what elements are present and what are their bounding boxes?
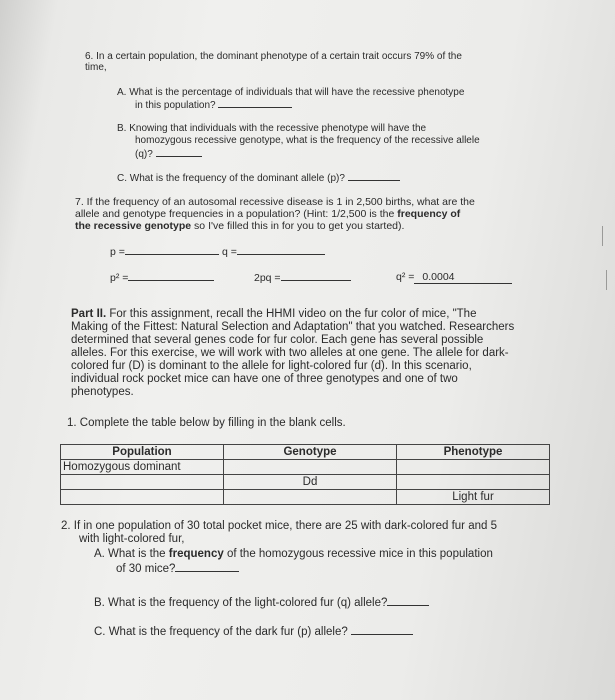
q7-bold-recessive-genotype: the recessive genotype [75, 220, 192, 232]
q2a-line-1 [94, 548, 493, 561]
q2b-text: B. What is the frequency of the light-colored fur (q) allele? [94, 597, 388, 609]
table-header-row [61, 445, 550, 460]
q7-q2-row [396, 271, 512, 284]
q7-line-3-text: so I've filled this in for you to get you started). [191, 220, 405, 232]
p2-label: p² = [110, 272, 129, 284]
q6-line-1: 6. In a certain population, the dominant phenotype of a certain trait occurs 79% of the [85, 51, 462, 62]
q6b-line-3 [135, 147, 202, 161]
q7-line-2-text: allele and genotype frequencies in a population? (Hint: 1/2,500 is the [75, 208, 398, 220]
q2a-answer-blank[interactable] [175, 562, 239, 572]
q2-answer-filled[interactable] [414, 271, 512, 284]
genotype-table [60, 444, 550, 505]
q2-line-1: 2. If in one population of 30 total pocket mice, there are 25 with dark-colored fur and 5 [61, 520, 497, 532]
part2-line-1 [71, 308, 476, 321]
q2c-text: C. What is the frequency of the dark fur (p) allele? [94, 626, 348, 638]
q2-line-2: with light-colored fur, [79, 533, 185, 545]
q7-line-1: 7. If the frequency of an autosomal recessive disease is 1 in 2,500 births, what are the [75, 196, 475, 208]
q2b-answer-blank[interactable] [387, 596, 429, 606]
part2-line-3: determined that several genes code for fur color. Each gene has several possible [71, 334, 484, 346]
part2-text-1: For this assignment, recall the HHMI video on the fur color of mice, "The [109, 308, 477, 320]
part2-line-5: colored fur (D) is dominant to the allele for light-colored fur (d). In this scenario, [71, 360, 472, 372]
q6a-text: in this population? [135, 100, 216, 111]
q6c-text: C. What is the frequency of the dominant allele (p)? [117, 173, 345, 184]
q2a-line-2 [116, 562, 239, 576]
q2b-line [94, 596, 429, 610]
q2c-answer-blank[interactable] [351, 625, 413, 635]
q2c-line [94, 625, 413, 639]
page-edge-mark [602, 226, 603, 246]
header-phenotype: Phenotype [397, 445, 550, 460]
q1-instruction: 1. Complete the table below by filling in the blank cells. [67, 417, 346, 429]
q6b-text: (q)? [135, 149, 153, 160]
part2-line-7: phenotypes. [71, 386, 134, 398]
p-label: p = [110, 246, 125, 258]
cell-phenotype: Light fur [397, 490, 550, 505]
q7-line-3 [75, 220, 404, 232]
q2-value: 0.0004 [422, 271, 455, 283]
part2-line-4: alleles. For this exercise, we will work with two alleles at one gene. The allele for dark- [71, 347, 509, 359]
q6b-line-2: homozygous recessive genotype, what is the frequency of the recessive allele [135, 135, 480, 146]
cell-genotype: Dd [224, 475, 397, 490]
q2-label: q² = [396, 271, 415, 283]
q7-p2-row [110, 271, 214, 284]
page-edge-mark [606, 270, 607, 290]
q7-bold-frequency: frequency of [397, 208, 461, 220]
q7-2pq-row [254, 271, 351, 284]
2pq-label: 2pq = [254, 272, 281, 284]
q2a-text-3: of 30 mice? [116, 563, 176, 575]
q7-q-row [222, 245, 325, 258]
q-label: q = [222, 246, 237, 258]
cell-population: Homozygous dominant [61, 460, 224, 475]
q-answer-blank[interactable] [237, 245, 325, 255]
q2a-bold-frequency: frequency [168, 548, 224, 560]
table-row [61, 460, 550, 475]
q6c-line [117, 171, 400, 185]
cell-genotype-blank[interactable] [224, 460, 397, 475]
q6c-answer-blank[interactable] [348, 171, 400, 181]
q2a-text-2: of the homozygous recessive mice in this population [223, 548, 493, 560]
p-answer-blank[interactable] [125, 245, 219, 255]
cell-phenotype-blank[interactable] [397, 460, 550, 475]
cell-population-blank[interactable] [61, 475, 224, 490]
cell-phenotype-blank[interactable] [397, 475, 550, 490]
q7-p-row [110, 245, 219, 258]
cell-genotype-blank[interactable] [224, 490, 397, 505]
q6b-answer-blank[interactable] [156, 147, 202, 157]
q6b-line-1: B. Knowing that individuals with the recessive phenotype will have the [117, 123, 427, 134]
q2a-text-1: A. What is the [94, 548, 169, 560]
cell-population-blank[interactable] [61, 490, 224, 505]
q6a-answer-blank[interactable] [218, 98, 292, 108]
2pq-answer-blank[interactable] [281, 271, 351, 281]
p2-answer-blank[interactable] [128, 271, 214, 281]
part2-line-2: Making of the Fittest: Natural Selection and Adaptation" that you watched. Researchers [71, 321, 515, 333]
part2-line-6: individual rock pocket mice can have one of three genotypes and one of two [71, 373, 458, 385]
part2-title: Part II. [71, 308, 107, 320]
header-genotype: Genotype [224, 445, 397, 460]
header-population: Population [61, 445, 224, 460]
q6a-line-2 [135, 98, 292, 112]
q6-line-2: time, [85, 62, 107, 73]
q7-line-2 [75, 208, 460, 220]
table-row [61, 490, 550, 505]
q6a-line-1: A. What is the percentage of individuals that will have the recessive phenotype [117, 87, 465, 98]
table-row [61, 475, 550, 490]
